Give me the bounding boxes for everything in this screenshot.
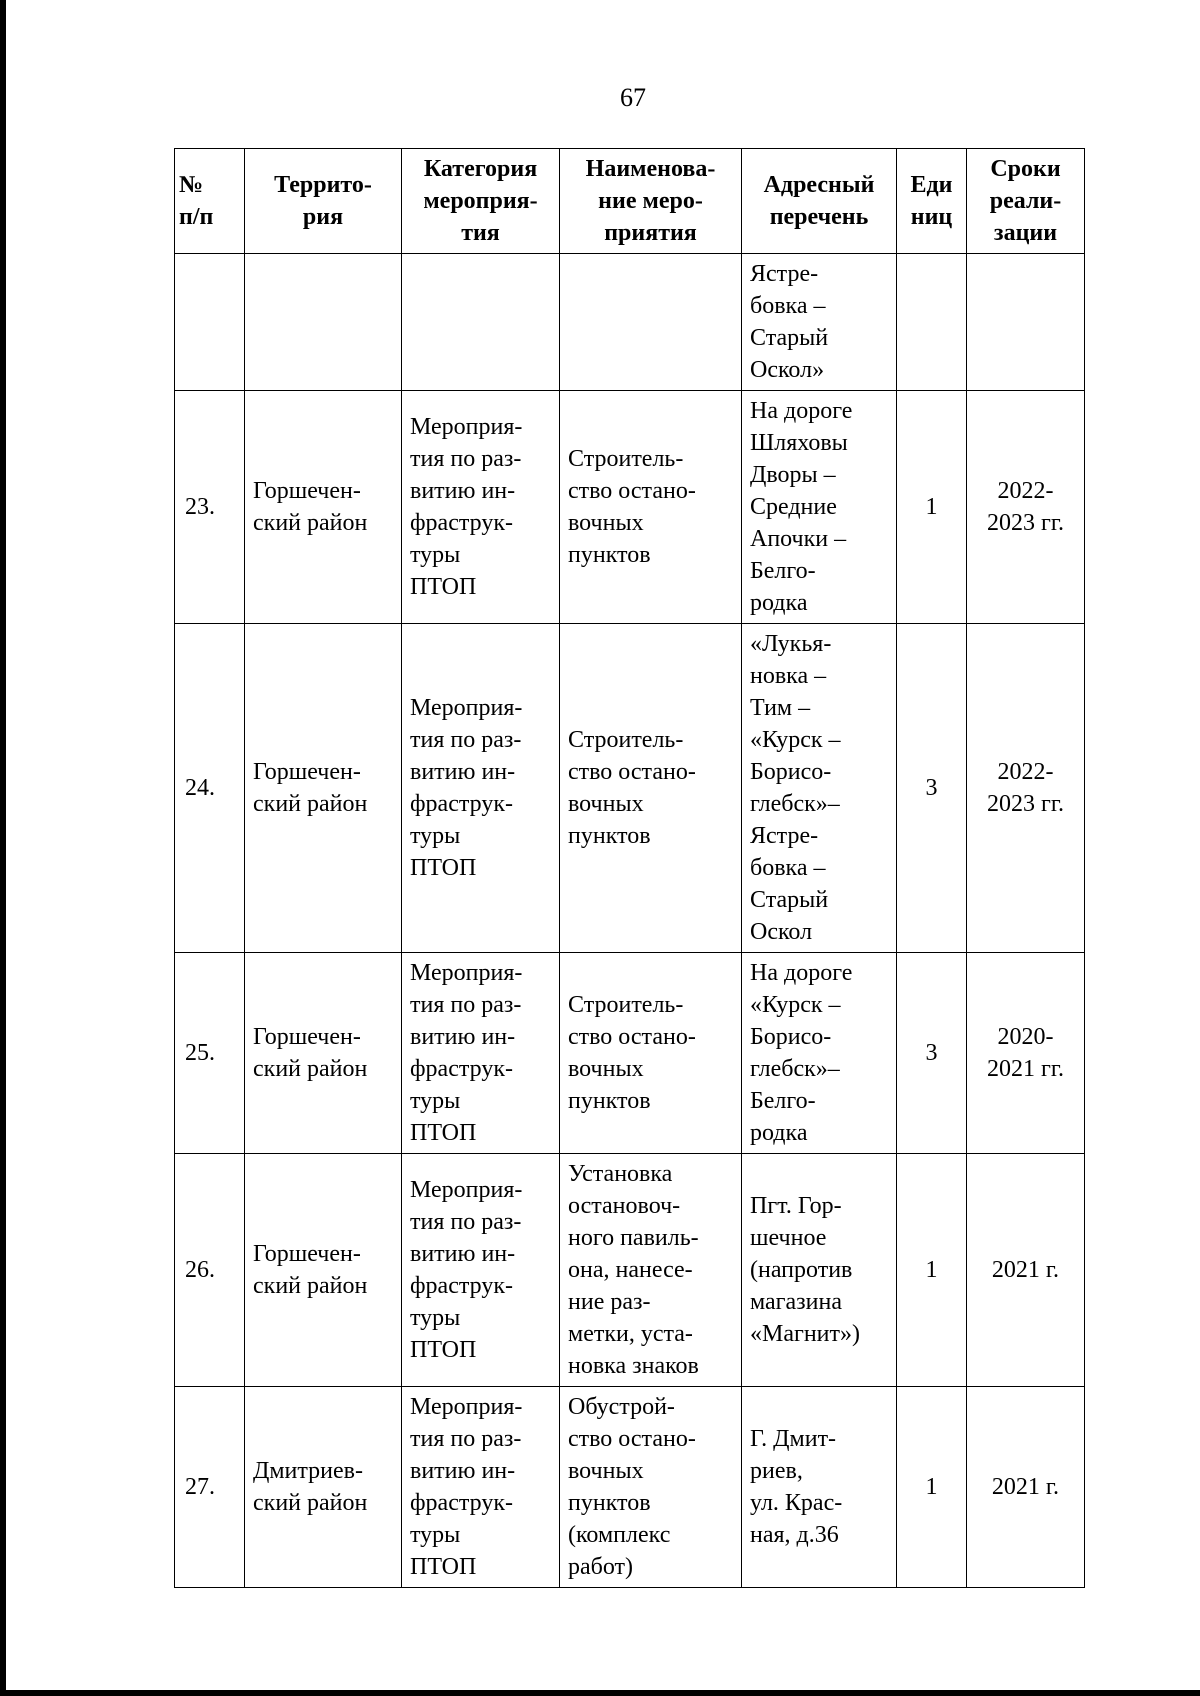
row-units: 3	[897, 624, 967, 953]
row-measure-name	[560, 254, 742, 391]
measures-table	[174, 148, 1085, 1588]
header-category: Категория мероприя- тия	[402, 149, 560, 254]
row-units: 1	[897, 1387, 967, 1588]
header-address: Адресный перечень	[742, 149, 897, 254]
row-address: Пгт. Гор- шечное (напротив магазина «Магнит»)	[742, 1154, 897, 1387]
row-territory: Дмитриев- ский район	[245, 1387, 402, 1588]
table-row	[175, 254, 1085, 391]
row-terms: 2022- 2023 гг.	[967, 624, 1085, 953]
row-territory: Горшечен- ский район	[245, 1154, 402, 1387]
header-name: Наименова- ние меро- приятия	[560, 149, 742, 254]
page-bottom-border	[0, 1690, 1200, 1696]
row-category: Мероприя- тия по раз- витию ин- фраструк- туры ПТОП	[402, 1154, 560, 1387]
row-measure-name: Строитель- ство остано- вочных пунктов	[560, 391, 742, 624]
row-measure-name: Установка остановоч- ного павиль- она, нанесе- ние раз- метки, уста- новка знаков	[560, 1154, 742, 1387]
page-left-border	[0, 0, 6, 1696]
page-number: 67	[620, 83, 646, 112]
row-number: 27.	[175, 1387, 245, 1588]
table-row	[175, 953, 1085, 1154]
row-number: 25.	[175, 953, 245, 1154]
row-terms: 2021 г.	[967, 1387, 1085, 1588]
row-number: 23.	[175, 391, 245, 624]
row-number: 26.	[175, 1154, 245, 1387]
header-terms: Сроки реали- зации	[967, 149, 1085, 254]
row-measure-name: Обустрой- ство остано- вочных пунктов (комплекс работ)	[560, 1387, 742, 1588]
row-measure-name: Строитель- ство остано- вочных пунктов	[560, 624, 742, 953]
row-measure-name: Строитель- ство остано- вочных пунктов	[560, 953, 742, 1154]
table-row	[175, 1387, 1085, 1588]
row-units	[897, 254, 967, 391]
header-units: Еди ниц	[897, 149, 967, 254]
row-category: Мероприя- тия по раз- витию ин- фраструк- туры ПТОП	[402, 391, 560, 624]
row-category: Мероприя- тия по раз- витию ин- фраструк- туры ПТОП	[402, 624, 560, 953]
row-category: Мероприя- тия по раз- витию ин- фраструк- туры ПТОП	[402, 953, 560, 1154]
header-number: № п/п	[175, 149, 245, 254]
row-terms: 2021 г.	[967, 1154, 1085, 1387]
row-number: 24.	[175, 624, 245, 953]
row-address: На дороге «Курск – Борисо- глебск»– Белго- родка	[742, 953, 897, 1154]
row-address: «Лукья- новка – Тим – «Курск – Борисо- глебск»– Ястре- бовка – Старый Оскол	[742, 624, 897, 953]
row-terms	[967, 254, 1085, 391]
row-units: 3	[897, 953, 967, 1154]
row-address: Ястре- бовка – Старый Оскол»	[742, 254, 897, 391]
row-address: Г. Дмит- риев, ул. Крас- ная, д.36	[742, 1387, 897, 1588]
row-terms: 2020- 2021 гг.	[967, 953, 1085, 1154]
row-territory: Горшечен- ский район	[245, 391, 402, 624]
row-territory: Горшечен- ский район	[245, 624, 402, 953]
row-category: Мероприя- тия по раз- витию ин- фраструк- туры ПТОП	[402, 1387, 560, 1588]
table-header-row	[175, 149, 1085, 254]
row-number	[175, 254, 245, 391]
row-address: На дороге Шляховы Дворы – Средние Апочки – Белго- родка	[742, 391, 897, 624]
row-terms: 2022- 2023 гг.	[967, 391, 1085, 624]
row-territory	[245, 254, 402, 391]
row-territory: Горшечен- ский район	[245, 953, 402, 1154]
header-territory: Террито- рия	[245, 149, 402, 254]
row-units: 1	[897, 391, 967, 624]
row-category	[402, 254, 560, 391]
table-row	[175, 1154, 1085, 1387]
row-units: 1	[897, 1154, 967, 1387]
table-row	[175, 391, 1085, 624]
table-row	[175, 624, 1085, 953]
